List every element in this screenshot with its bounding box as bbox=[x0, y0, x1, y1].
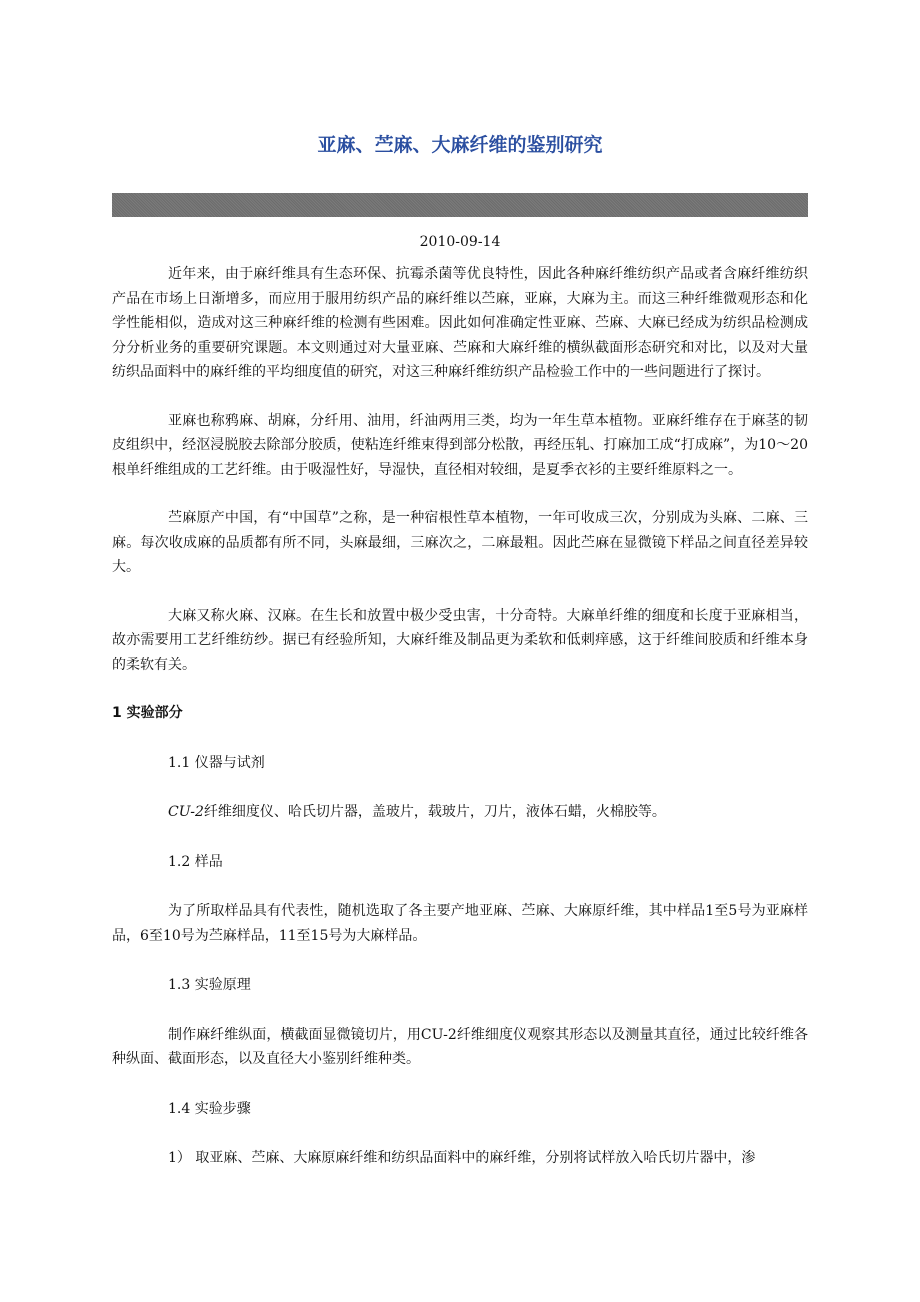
article-title: 亚麻、苎麻、大麻纤维的鉴别研究 bbox=[317, 134, 603, 156]
publish-date: 2010-09-14 bbox=[419, 234, 501, 250]
instrument-model: CU-2 bbox=[168, 804, 204, 820]
subsection-1-3-heading: 1.3 实验原理 bbox=[168, 977, 251, 993]
article-body bbox=[112, 262, 808, 1171]
samples-text: 为了所取样品具有代表性，随机选取了各主要产地亚麻、苎麻、大麻原纤维，其中样品1至5号为亚麻样品，6至10号为苎麻样品，11至15号为大麻样品。 bbox=[112, 903, 808, 944]
subsection-1-1-heading: 1.1 仪器与试剂 bbox=[168, 754, 265, 771]
hemp-paragraph: 大麻又称火麻、汉麻。在生长和放置中极少受虫害，十分奇特。大麻单纤维的细度和长度于亚麻相当，故亦需要用工艺纤维纺纱。据已有经验所知，大麻纤维及制品更为柔软和低刺痒感，这于纤维间胶质和纤维本身的柔软有关。 bbox=[112, 607, 808, 673]
subsection-1-2-heading: 1.2 样品 bbox=[168, 853, 223, 870]
document-page bbox=[112, 0, 808, 1302]
ramie-paragraph: 苎麻原产中国，有“中国草”之称，是一种宿根性草本植物，一年可收成三次，分别成为头麻、二麻、三麻。每次收成麻的品质都有所不同，头麻最细，三麻次之，二麻最粗。因此苎麻在显微镜下样品之间直径差异较大。 bbox=[112, 510, 808, 575]
section-1-heading: 1 实验部分 bbox=[112, 705, 183, 721]
instruments-list: 纤维细度仪、哈氏切片器，盖玻片，载玻片，刀片，液体石蜡，火棉胶等。 bbox=[203, 804, 666, 820]
title-divider-bar bbox=[112, 193, 808, 217]
subsection-1-4-heading: 1.4 实验步骤 bbox=[168, 1100, 251, 1117]
flax-paragraph: 亚麻也称鸦麻、胡麻，分纤用、油用，纤油两用三类，均为一年生草本植物。亚麻纤维存在于麻茎的韧皮组织中，经沤浸脱胶去除部分胶质，使粘连纤维束得到部分松散，再经压轧、打麻加工成“打成麻”，为10～20根单纤维组成的工艺纤维。由于吸湿性好，导湿快，直径相对较细，是夏季衣衫的主要纤维原料之一。 bbox=[112, 412, 808, 478]
intro-paragraph: 近年来，由于麻纤维具有生态环保、抗霉杀菌等优良特性，因此各种麻纤维纺织产品或者含麻纤维纺织产品在市场上日渐增多，而应用于服用纺织产品的麻纤维以苎麻，亚麻，大麻为主。而这三种纤维微观形态和化学性能相似，造成对这三种麻纤维的检测有些困难。因此如何准确定性亚麻、苎麻、大麻已经成为纺织品检测成分分析业务的重要研究课题。本文则通过对大量亚麻、苎麻和大麻纤维的横纵截面形态研究和对比，以及对大量纺织品面料中的麻纤维的平均细度值的研究，对这三种麻纤维纺织产品检验工作中的一些问题进行了探讨。 bbox=[112, 266, 808, 380]
instruments-text bbox=[112, 800, 808, 825]
principle-text: 制作麻纤维纵面，横截面显微镜切片，用CU-2纤维细度仪观察其形态以及测量其直径，通过比较纤维各种纵面、截面形态，以及直径大小鉴别纤维种类。 bbox=[112, 1026, 808, 1067]
step-1-text: 1） 取亚麻、苎麻、大麻原麻纤维和纺织品面料中的麻纤维，分别将试样放入哈氏切片器中，渗 bbox=[168, 1150, 756, 1166]
